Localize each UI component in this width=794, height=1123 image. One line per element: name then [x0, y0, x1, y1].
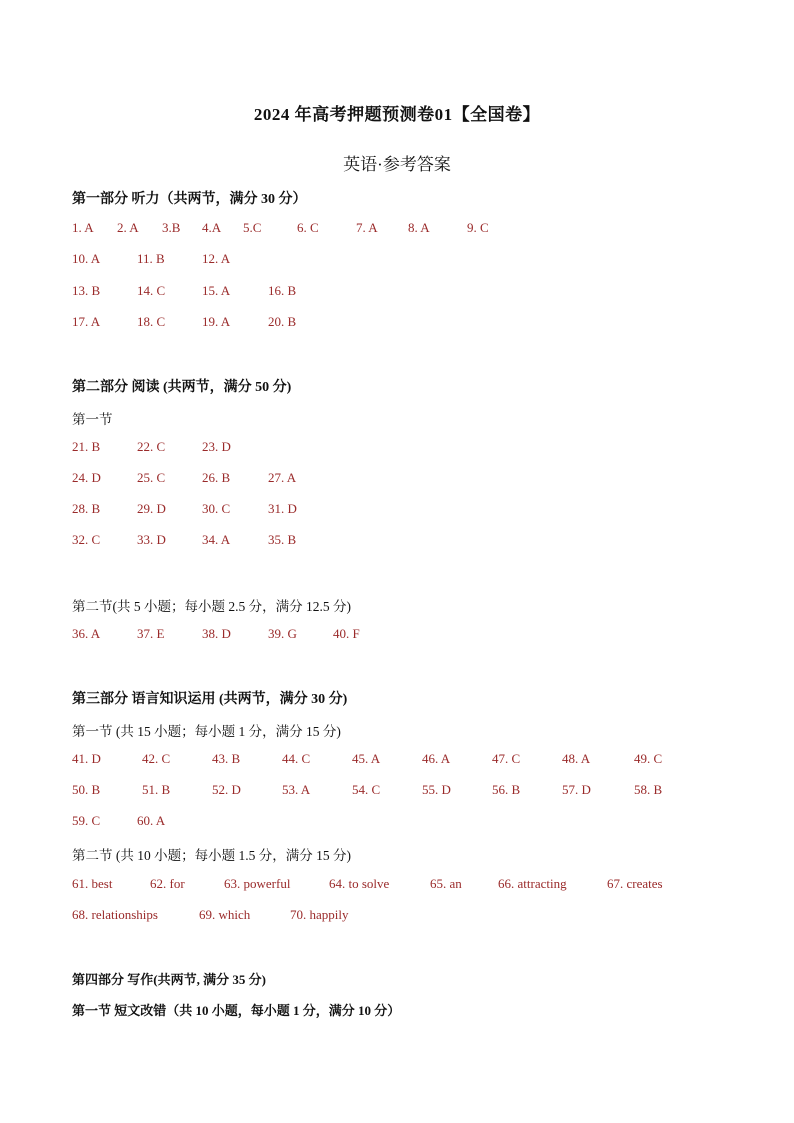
answer: 21. B	[72, 439, 101, 454]
answer: 22. C	[137, 439, 166, 454]
answer-row	[72, 782, 732, 800]
answer: 46. A	[422, 751, 451, 766]
answer-row	[72, 314, 732, 332]
answer: 55. D	[422, 782, 451, 797]
answer-row	[72, 751, 732, 769]
part2-heading: 第二部分 阅读 (共两节，满分 50 分)	[72, 380, 292, 395]
answer: 8. A	[408, 220, 430, 235]
answer: 53. A	[282, 782, 311, 797]
part3-heading: 第三部分 语言知识运用 (共两节，满分 30 分)	[72, 692, 348, 707]
answer-row	[72, 907, 732, 925]
answer-row	[72, 813, 732, 831]
page-subtitle: 英语·参考答案	[343, 155, 451, 174]
answer: 12. A	[202, 251, 231, 266]
answer: 49. C	[634, 751, 663, 766]
part1-heading: 第一部分 听力（共两节，满分 30 分）	[72, 192, 307, 207]
answer: 5.C	[243, 220, 262, 235]
part3-section1-label: 第一节 (共 15 小题；每小题 1 分，满分 15 分)	[72, 724, 341, 739]
answer: 6. C	[297, 220, 319, 235]
answer: 67. creates	[607, 876, 663, 891]
answer: 31. D	[268, 501, 297, 516]
page-title: 2024 年高考押题预测卷01【全国卷】	[253, 105, 541, 124]
answer: 63. powerful	[224, 876, 291, 891]
answer: 52. D	[212, 782, 241, 797]
answer: 3.B	[162, 220, 181, 235]
answer: 10. A	[72, 251, 101, 266]
answer: 41. D	[72, 751, 101, 766]
answer: 54. C	[352, 782, 381, 797]
answer: 27. A	[268, 470, 297, 485]
answer: 48. A	[562, 751, 591, 766]
answer: 47. C	[492, 751, 521, 766]
answer: 26. B	[202, 470, 231, 485]
part3-section2-label: 第二节 (共 10 小题；每小题 1.5 分，满分 15 分)	[72, 848, 351, 863]
answer-row	[72, 501, 732, 519]
answer: 69. which	[199, 907, 251, 922]
answer: 15. A	[202, 283, 231, 298]
answer: 25. C	[137, 470, 166, 485]
answer: 51. B	[142, 782, 171, 797]
answer: 59. C	[72, 813, 101, 828]
answer: 11. B	[137, 251, 165, 266]
answer: 2. A	[117, 220, 139, 235]
answer: 61. best	[72, 876, 113, 891]
answer: 58. B	[634, 782, 663, 797]
part4-heading: 第四部分 写作(共两节, 满分 35 分)	[72, 972, 266, 987]
answer: 28. B	[72, 501, 101, 516]
answer-row	[72, 251, 732, 269]
answer: 19. A	[202, 314, 231, 329]
answer: 62. for	[150, 876, 185, 891]
answer: 33. D	[137, 532, 166, 547]
answer-row	[72, 470, 732, 488]
answer-row	[72, 626, 732, 644]
answer: 56. B	[492, 782, 521, 797]
answer-row	[72, 439, 732, 457]
answer: 35. B	[268, 532, 297, 547]
answer: 40. F	[333, 626, 360, 641]
answer: 1. A	[72, 220, 94, 235]
answer: 42. C	[142, 751, 171, 766]
answer: 16. B	[268, 283, 297, 298]
part2-section1-label: 第一节	[72, 412, 113, 427]
answer: 23. D	[202, 439, 231, 454]
answer: 68. relationships	[72, 907, 158, 922]
answer-row	[72, 532, 732, 550]
answer: 7. A	[356, 220, 378, 235]
answer: 64. to solve	[329, 876, 390, 891]
answer: 65. an	[430, 876, 462, 891]
answer: 18. C	[137, 314, 166, 329]
part2-section2-label: 第二节(共 5 小题；每小题 2.5 分，满分 12.5 分)	[72, 599, 351, 614]
answer: 17. A	[72, 314, 101, 329]
answer: 37. E	[137, 626, 165, 641]
answer: 20. B	[268, 314, 297, 329]
answer: 38. D	[202, 626, 231, 641]
answer: 34. A	[202, 532, 231, 547]
answer: 45. A	[352, 751, 381, 766]
answer: 44. C	[282, 751, 311, 766]
answer: 50. B	[72, 782, 101, 797]
answer: 9. C	[467, 220, 489, 235]
answer: 29. D	[137, 501, 166, 516]
answer: 13. B	[72, 283, 101, 298]
answer: 30. C	[202, 501, 231, 516]
answer: 43. B	[212, 751, 241, 766]
answer: 36. A	[72, 626, 101, 641]
answer: 24. D	[72, 470, 101, 485]
answer-row	[72, 283, 732, 301]
answer: 70. happily	[290, 907, 349, 922]
part4-section1-heading: 第一节 短文改错（共 10 小题，每小题 1 分，满分 10 分）	[72, 1003, 401, 1018]
answer: 60. A	[137, 813, 166, 828]
answer: 39. G	[268, 626, 297, 641]
answer: 32. C	[72, 532, 101, 547]
answer-row	[72, 220, 732, 238]
answer: 57. D	[562, 782, 591, 797]
answer: 4.A	[202, 220, 222, 235]
answer-row	[72, 876, 732, 894]
answer: 66. attracting	[498, 876, 567, 891]
answer: 14. C	[137, 283, 166, 298]
